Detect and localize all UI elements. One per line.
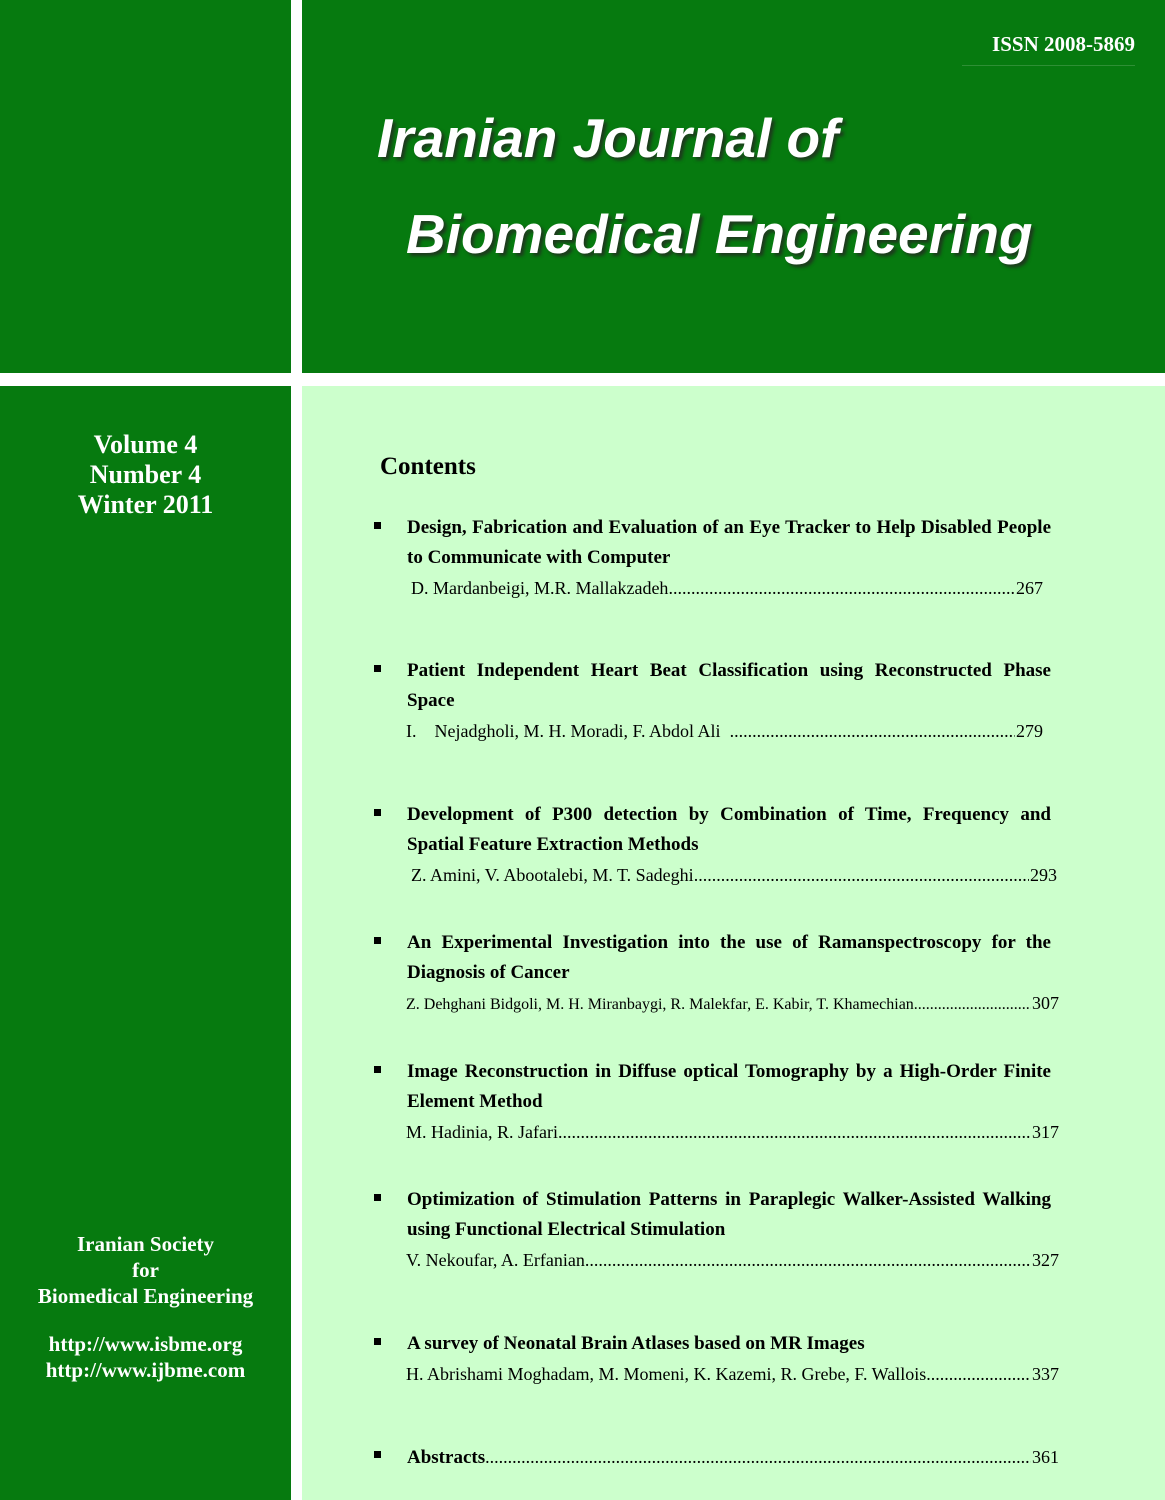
author-line	[406, 1121, 1059, 1143]
sidebar	[0, 386, 291, 1500]
leader-dots	[585, 1249, 1031, 1271]
author-line	[406, 992, 1059, 1016]
page-number: 317	[1032, 1122, 1059, 1142]
leader-dots	[730, 720, 1015, 742]
bullet-icon	[374, 665, 381, 672]
page-number: 293	[1030, 865, 1057, 885]
leader-dots	[558, 1121, 1031, 1143]
season: Winter 2011	[77, 490, 214, 519]
title-panel	[302, 0, 1165, 373]
article-title[interactable]: A survey of Neonatal Brain Atlases based on MR Images	[407, 1333, 865, 1354]
article-authors: H. Abrishami Moghadam, M. Momeni, K. Kazemi, R. Grebe, F. Wallois	[406, 1364, 927, 1384]
abstracts-line	[407, 1446, 1059, 1469]
page-number: 337	[1032, 1364, 1059, 1384]
bullet-icon	[374, 1194, 381, 1201]
bullet-icon	[374, 522, 381, 529]
article-authors: D. Mardanbeigi, M.R. Mallakzadeh	[411, 578, 669, 598]
society-line: Biomedical Engineering	[37, 1284, 254, 1308]
bullet-icon	[374, 1066, 381, 1073]
volume: Volume 4	[93, 430, 198, 459]
journal-title-line1: Iranian Journal of	[377, 107, 839, 169]
issue-info	[0, 430, 291, 520]
article-authors: M. Hadinia, R. Jafari	[406, 1122, 558, 1142]
article-authors: Z. Dehghani Bidgoli, M. H. Miranbaygi, R. Malekfar, E. Kabir, T. Khamechian	[406, 996, 914, 1013]
page-number: 279	[1016, 721, 1043, 741]
article-title[interactable]: Design, Fabrication and Evaluation of an Eye Tracker to Help Disabled People to Communicate with Computer	[407, 517, 1051, 568]
leader-dots	[485, 1446, 1031, 1468]
article-authors: Z. Amini, V. Abootalebi, M. T. Sadeghi	[411, 865, 694, 885]
page-number: 361	[1032, 1447, 1059, 1467]
article-authors: I. Nejadgholi, M. H. Moradi, F. Abdol Ali	[406, 721, 730, 741]
leader-dots	[914, 994, 1031, 1016]
page-number: 327	[1032, 1250, 1059, 1270]
bullet-icon	[374, 1338, 381, 1345]
top-left-panel	[0, 0, 291, 373]
author-line	[406, 1363, 1059, 1385]
number: Number 4	[89, 460, 202, 489]
abstracts-title[interactable]: Abstracts	[407, 1447, 486, 1468]
author-line	[406, 720, 1043, 742]
leader-dots	[694, 864, 1029, 886]
leader-dots	[668, 577, 1015, 599]
article-authors: V. Nekoufar, A. Erfanian	[406, 1250, 585, 1270]
author-line	[406, 1249, 1059, 1271]
url-ijbme[interactable]: http://www.ijbme.com	[45, 1358, 246, 1382]
issn: ISSN 2008-5869	[962, 32, 1135, 66]
article-title[interactable]: Image Reconstruction in Diffuse optical Tomography by a High-Order Finite Element Method	[407, 1061, 1051, 1112]
article-title[interactable]: Patient Independent Heart Beat Classification using Reconstructed Phase Space	[407, 660, 1051, 711]
society-name	[0, 1231, 291, 1309]
leader-dots	[926, 1363, 1031, 1385]
bullet-icon	[374, 1451, 381, 1458]
author-line	[411, 577, 1043, 599]
article-title[interactable]: Development of P300 detection by Combination of Time, Frequency and Spatial Feature Extraction Methods	[407, 804, 1051, 855]
website-links	[0, 1331, 291, 1383]
contents-heading: Contents	[380, 453, 476, 480]
article-title[interactable]: An Experimental Investigation into the use of Ramanspectroscopy for the Diagnosis of Cancer	[407, 932, 1051, 983]
society-line: Iranian Society	[76, 1232, 215, 1256]
article-title[interactable]: Optimization of Stimulation Patterns in Paraplegic Walker-Assisted Walking using Functional Electrical Stimulation	[407, 1189, 1051, 1240]
author-line	[411, 864, 1057, 886]
contents-panel	[302, 386, 1165, 1500]
url-isbme[interactable]: http://www.isbme.org	[48, 1332, 243, 1356]
society-line: for	[132, 1258, 159, 1282]
bullet-icon	[374, 809, 381, 816]
page-number: 267	[1016, 578, 1043, 598]
journal-title-line2: Biomedical Engineering	[406, 203, 1033, 265]
page-number: 307	[1032, 993, 1059, 1013]
bullet-icon	[374, 937, 381, 944]
